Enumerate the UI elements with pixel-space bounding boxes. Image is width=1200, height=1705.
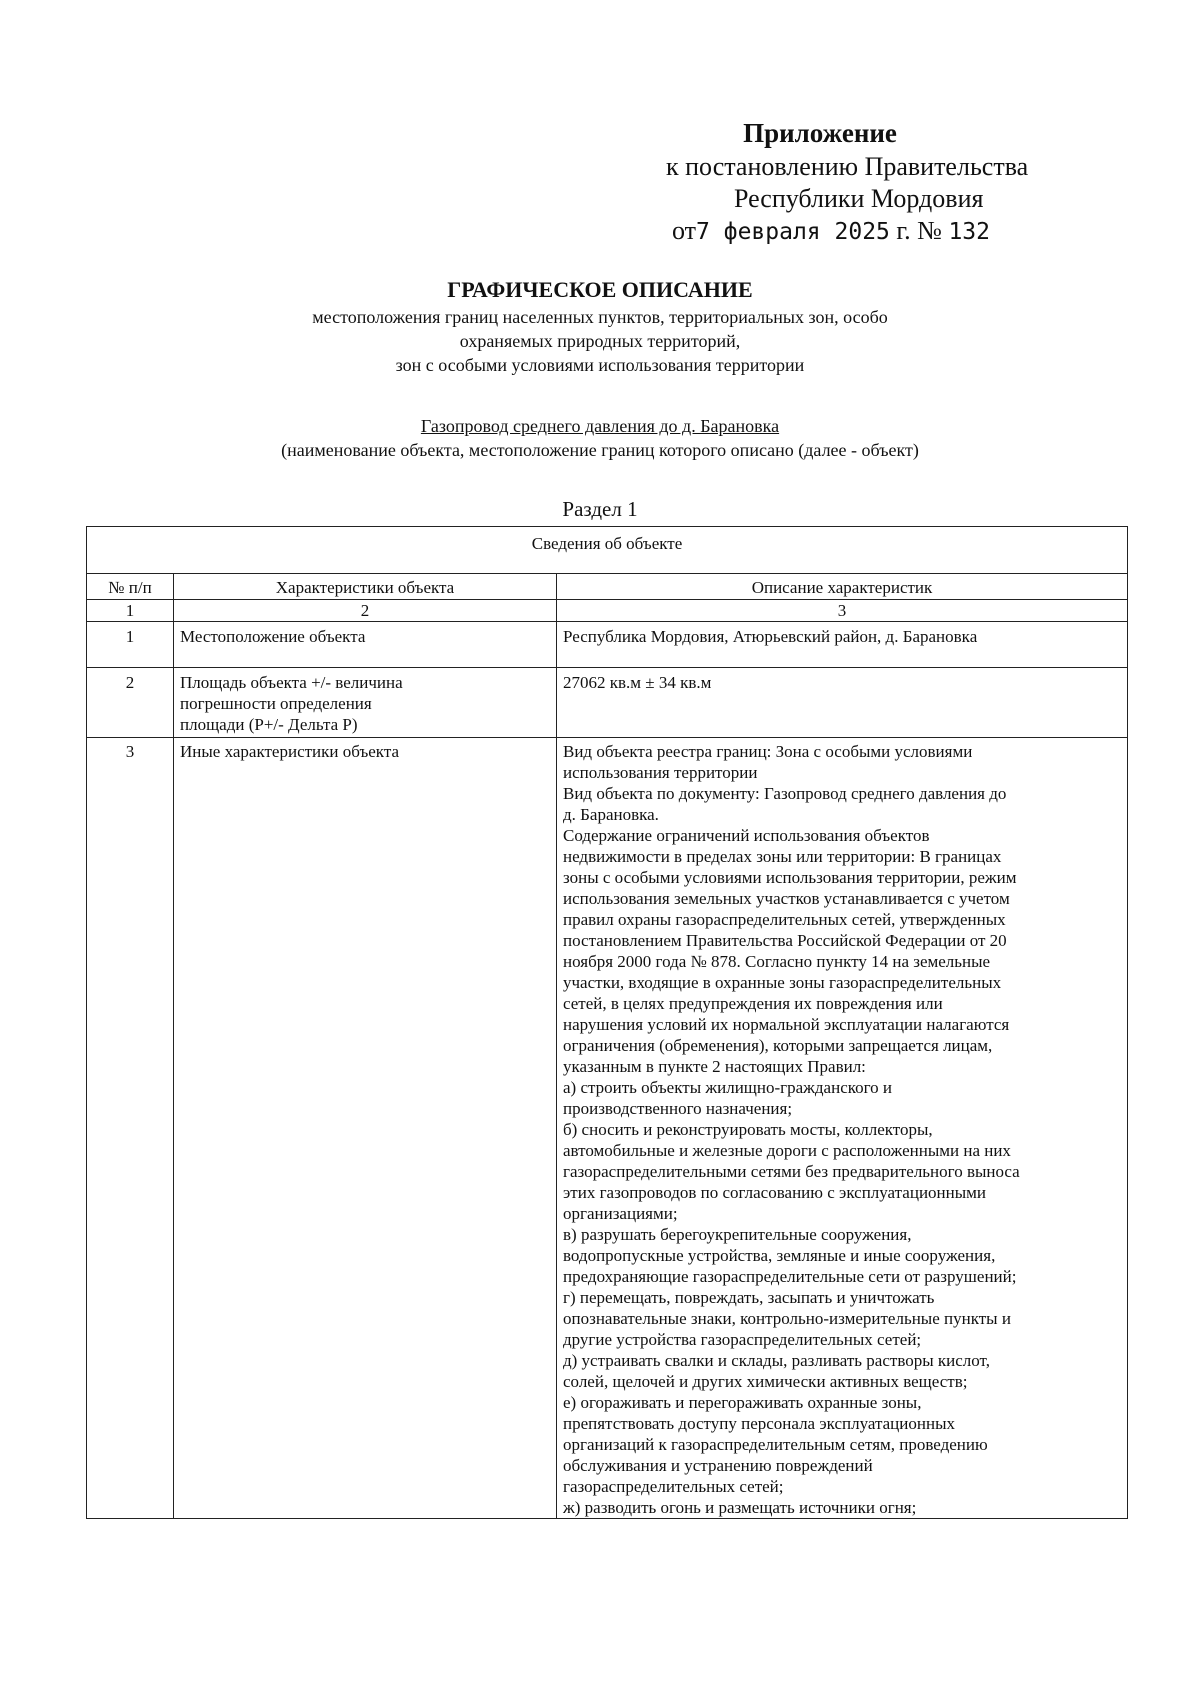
column-number-3: 3 [557,600,1128,622]
description-line: в) разрушать берегоукрепительные сооружения, [563,1225,912,1244]
object-name-block [0,414,1200,462]
object-name: Газопровод среднего давления до д. Барановка [420,416,780,436]
appendix-title: Приложение [743,118,897,148]
description-line: правил охраны газораспределительных сетей, утвержденных [563,910,1006,929]
description-line: д. Барановка. [563,805,659,824]
row-description [557,622,1128,668]
characteristic-line: площади (Р+/- Дельта Р) [180,715,358,734]
characteristic-line: погрешности определения [180,694,372,713]
description-line: Вид объекта реестра границ: Зона с особыми условиями [563,742,973,761]
description-line: использования земельных участков устанавливается с учетом [563,889,1010,908]
date-typed: 7 февраля 2025 [696,219,890,245]
appendix-date-line [672,215,1100,248]
description-line: газораспределительными сетями без предварительного выноса [563,1162,1020,1181]
description-line: зоны с особыми условиями использования территории, режим [563,868,1017,887]
characteristic-line: Площадь объекта +/- величина [180,673,403,692]
column-header-number: № п/п [87,574,174,600]
description-line: газораспределительных сетей; [563,1477,784,1496]
appendix-line-resolution: к постановлению Правительства [666,152,1029,181]
description-line: постановлением Правительства Российской Федерации от 20 [563,931,1007,950]
appendix-header [660,115,1100,248]
description-line: другие устройства газораспределительных сетей; [563,1330,922,1349]
object-info-table [86,526,1128,1519]
description-line: солей, щелочей и других химически активных веществ; [563,1372,968,1391]
row-number: 1 [87,622,174,668]
document-title-sub-1: местоположения границ населенных пунктов, территориальных зон, особо [312,307,888,327]
table-caption-row [87,527,1128,574]
description-line: Республика Мордовия, Атюрьевский район, д. Барановка [563,627,978,646]
description-line: Содержание ограничений использования объектов [563,826,930,845]
row-characteristic [174,668,557,738]
column-number-1: 1 [87,600,174,622]
characteristic-line: Иные характеристики объекта [180,742,400,761]
row-number: 2 [87,668,174,738]
row-characteristic [174,738,557,1519]
description-line: сетей, в целях предупреждения их повреждения или [563,994,943,1013]
description-line: использования территории [563,763,758,782]
table-header-row [87,574,1128,600]
description-line: опознавательные знаки, контрольно-измерительные пункты и [563,1309,1011,1328]
row-number: 3 [87,738,174,1519]
characteristic-line: Местоположение объекта [180,627,366,646]
document-title-sub-3: зон с особыми условиями использования территории [395,355,805,375]
document-title [0,275,1200,377]
table-row [87,738,1128,1519]
description-line: обслуживания и устранению повреждений [563,1456,873,1475]
row-description [557,668,1128,738]
description-line: ограничения (обременения), которыми запрещается лицам, [563,1036,993,1055]
description-line: е) огораживать и перегораживать охранные зоны, [563,1393,922,1412]
description-line: нарушения условий их нормальной эксплуатации налагаются [563,1015,1010,1034]
document-title-main: ГРАФИЧЕСКОЕ ОПИСАНИЕ [447,277,753,302]
description-line: ж) разводить огонь и размещать источники огня; [563,1498,917,1517]
description-line: участки, входящие в охранные зоны газораспределительных [563,973,1002,992]
column-header-description: Описание характеристик [557,574,1128,600]
description-line: ноября 2000 года № 878. Согласно пункту 14 на земельные [563,952,991,971]
description-line: организаций к газораспределительным сетям, проведению [563,1435,988,1454]
object-name-caption: (наименование объекта, местоположение границ которого описано (далее - объект) [281,440,919,460]
column-header-characteristic: Характеристики объекта [174,574,557,600]
column-number-2: 2 [174,600,557,622]
description-line: препятствовать доступу персонала эксплуатационных [563,1414,955,1433]
table-caption: Сведения об объекте [87,527,1128,574]
description-line: водопропускные устройства, земляные и иные сооружения, [563,1246,996,1265]
table-row [87,668,1128,738]
resolution-number: 132 [948,219,990,245]
description-line: указанным в пункте 2 настоящих Правил: [563,1057,866,1076]
description-line: автомобильные и железные дороги с расположенными на них [563,1141,1011,1160]
description-line: 27062 кв.м ± 34 кв.м [563,673,712,692]
year-suffix: г. № [896,216,942,245]
section-label: Раздел 1 [562,497,638,521]
column-numbers-row [87,600,1128,622]
description-line: б) сносить и реконструировать мосты, коллекторы, [563,1120,933,1139]
appendix-line-republic: Республики Мордовия [734,184,984,213]
description-line: этих газопроводов по согласованию с эксплуатационными [563,1183,987,1202]
description-line: организациями; [563,1204,678,1223]
description-line: д) устраивать свалки и склады, разливать растворы кислот, [563,1351,990,1370]
row-description [557,738,1128,1519]
description-line: предохраняющие газораспределительные сети от разрушений; [563,1267,1017,1286]
table-row [87,622,1128,668]
description-line: а) строить объекты жилищно-гражданского и [563,1078,893,1097]
description-line: Вид объекта по документу: Газопровод среднего давления до [563,784,1007,803]
description-line: г) перемещать, повреждать, засыпать и уничтожать [563,1288,935,1307]
row-characteristic [174,622,557,668]
document-title-sub-2: охраняемых природных территорий, [459,331,741,351]
description-line: производственного назначения; [563,1099,793,1118]
description-line: недвижимости в пределах зоны или территории: В границах [563,847,1002,866]
date-prefix: от [672,216,697,245]
